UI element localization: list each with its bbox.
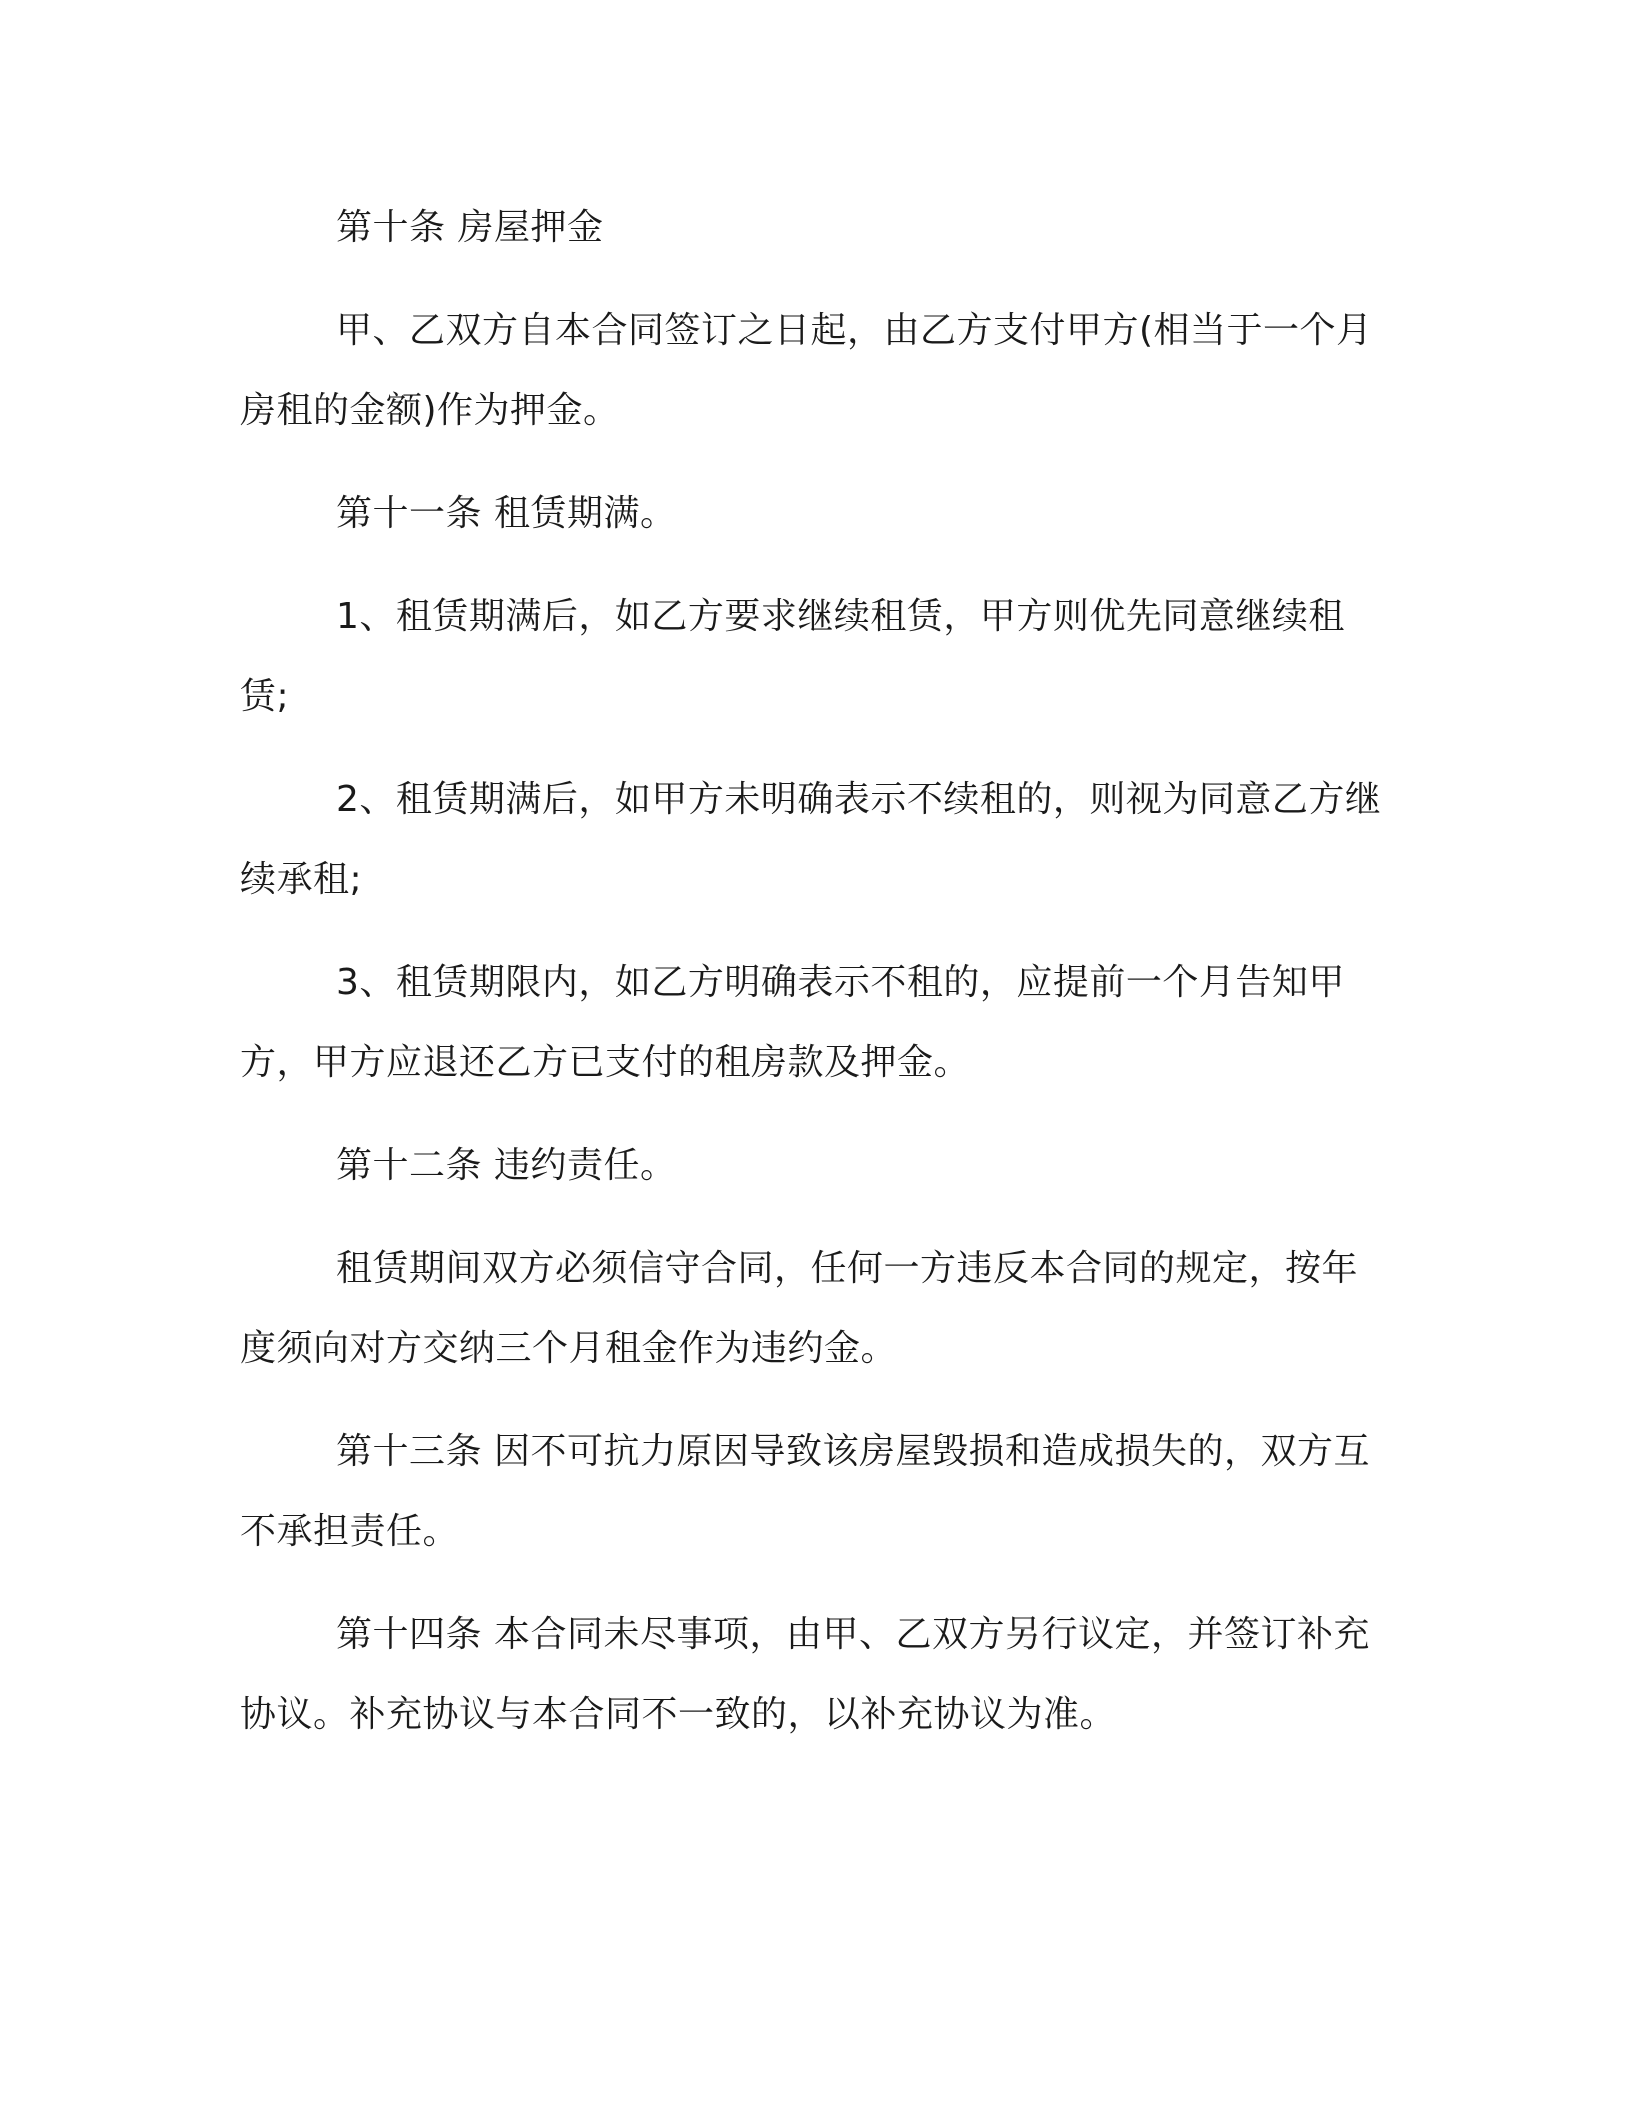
article-10-text: 甲、乙双方自本合同签订之日起，由乙方支付甲方(相当于一个月房租的金额)作为押金。: [240, 310, 1373, 431]
article-12-text: 租赁期间双方必须信守合同，任何一方违反本合同的规定，按年度须向对方交纳三个月租金作为违约金。: [240, 1248, 1359, 1369]
article-11-item-1: 1、租赁期满后，如乙方要求继续租赁，甲方则优先同意继续租赁;: [240, 596, 1345, 717]
article-14-text: 第十四条 本合同未尽事项，由甲、乙双方另行议定，并签订补充协议。补充协议与本合同不一致的，以补充协议为准。: [240, 1614, 1370, 1735]
article-11-heading: 第十一条 租赁期满。: [336, 493, 677, 534]
article-11-item-3: 3、租赁期限内，如乙方明确表示不租的，应提前一个月告知甲方，甲方应退还乙方已支付的租房款及押金。: [240, 962, 1345, 1083]
article-10-heading: 第十条 房屋押金: [336, 207, 604, 248]
document-body: [240, 188, 1392, 1778]
article-12-heading: 第十二条 违约责任。: [336, 1145, 677, 1186]
article-13-text: 第十三条 因不可抗力原因导致该房屋毁损和造成损失的，双方互不承担责任。: [240, 1431, 1370, 1552]
article-11-item-2: 2、租赁期满后，如甲方未明确表示不续租的，则视为同意乙方继续承租;: [240, 779, 1382, 900]
